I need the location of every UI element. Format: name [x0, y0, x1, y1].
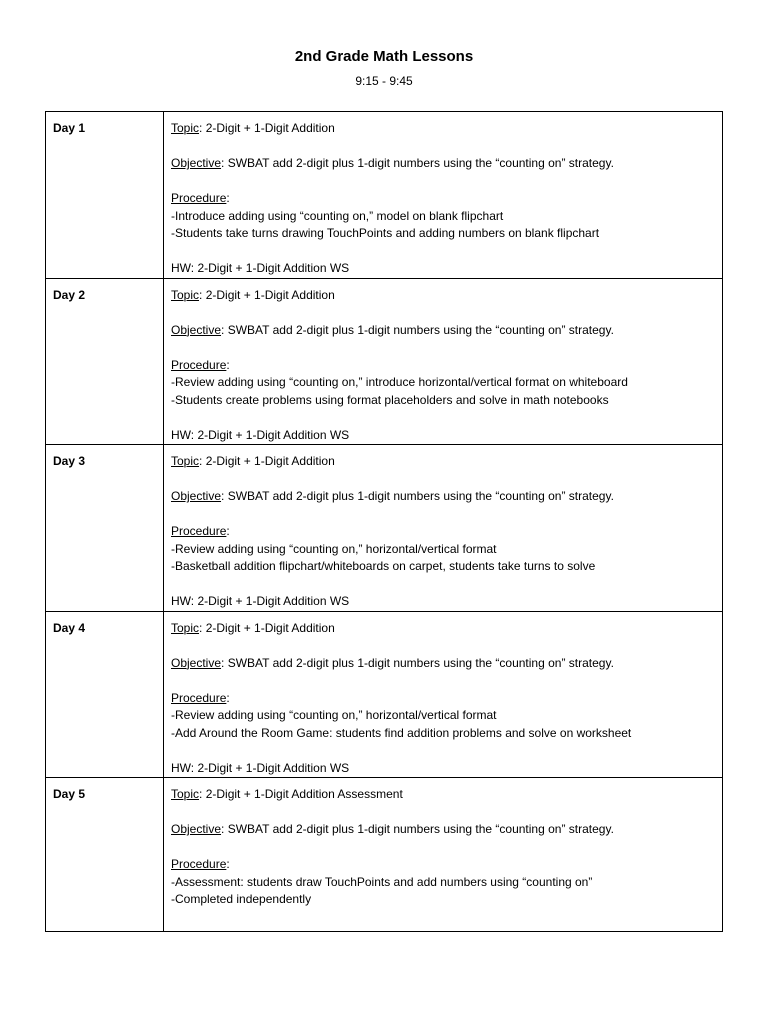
objective-label: Objective — [171, 822, 222, 836]
page-title: 2nd Grade Math Lessons — [294, 48, 474, 65]
procedure-step: -Add Around the Room Game: students find addition problems and solve on worksheet — [171, 725, 632, 740]
homework-line: HW: 2-Digit + 1-Digit Addition WS — [171, 760, 350, 775]
procedure-step: -Review adding using “counting on,” horizontal/vertical format — [171, 541, 497, 556]
lesson-row-day-2 — [46, 278, 723, 445]
lesson-time: 9:15 - 9:45 — [355, 74, 413, 88]
lesson-row-day-4 — [46, 611, 723, 778]
procedure-block — [171, 523, 722, 576]
topic-value: 2-Digit + 1-Digit Addition — [205, 121, 335, 135]
procedure-step: -Students take turns drawing TouchPoints and adding numbers on blank flipchart — [171, 226, 600, 240]
topic-label: Topic — [171, 287, 200, 302]
topic-value: 2-Digit + 1-Digit Addition Assessment — [205, 787, 403, 801]
day-label: Day 4 — [46, 611, 164, 778]
procedure-label: Procedure — [171, 690, 227, 705]
lesson-details — [164, 611, 723, 778]
topic-value: 2-Digit + 1-Digit Addition — [205, 287, 335, 302]
topic-label: Topic — [171, 454, 200, 468]
day-label: Day 5 — [46, 778, 164, 932]
procedure-step: -Students create problems using format placeholders and solve in math notebooks — [171, 392, 609, 407]
topic-line: Topic: 2-Digit + 1-Digit Addition — [171, 287, 335, 302]
procedure-step: -Review adding using “counting on,” horizontal/vertical format — [171, 708, 497, 722]
lesson-row-day-1 — [46, 112, 723, 279]
topic-value: 2-Digit + 1-Digit Addition — [205, 454, 335, 468]
procedure-heading: Procedure: — [171, 690, 230, 705]
objective-label: Objective — [171, 655, 222, 670]
topic-line: Topic: 2-Digit + 1-Digit Addition — [171, 121, 335, 135]
topic-label: Topic — [171, 121, 200, 135]
topic-value: 2-Digit + 1-Digit Addition — [205, 620, 335, 635]
procedure-heading: Procedure: — [171, 524, 230, 538]
lesson-details — [164, 112, 723, 279]
objective-label: Objective — [171, 489, 222, 503]
objective-line: Objective: SWBAT add 2-digit plus 1-digit numbers using the “counting on” strategy. — [171, 322, 614, 337]
objective-value: SWBAT add 2-digit plus 1-digit numbers using the “counting on” strategy. — [227, 322, 614, 337]
procedure-block — [171, 690, 722, 743]
objective-line: Objective: SWBAT add 2-digit plus 1-digit numbers using the “counting on” strategy. — [171, 156, 614, 170]
topic-line: Topic: 2-Digit + 1-Digit Addition Assessment — [171, 787, 403, 801]
objective-value: SWBAT add 2-digit plus 1-digit numbers using the “counting on” strategy. — [227, 655, 614, 670]
procedure-step: -Review adding using “counting on,” introduce horizontal/vertical format on whiteboard — [171, 375, 628, 389]
objective-label: Objective — [171, 322, 222, 337]
objective-line: Objective: SWBAT add 2-digit plus 1-digit numbers using the “counting on” strategy. — [171, 489, 614, 503]
procedure-block — [171, 856, 722, 909]
procedure-heading: Procedure: — [171, 191, 230, 205]
day-label: Day 2 — [46, 278, 164, 445]
procedure-heading: Procedure: — [171, 857, 230, 871]
procedure-label: Procedure — [171, 524, 227, 538]
lesson-row-day-3 — [46, 445, 723, 612]
objective-line: Objective: SWBAT add 2-digit plus 1-digit numbers using the “counting on” strategy. — [171, 655, 614, 670]
procedure-step: -Basketball addition flipchart/whiteboards on carpet, students take turns to solve — [171, 559, 596, 573]
lesson-details — [164, 445, 723, 612]
lesson-details — [164, 278, 723, 445]
homework-line: HW: 2-Digit + 1-Digit Addition WS — [171, 594, 350, 608]
objective-line: Objective: SWBAT add 2-digit plus 1-digit numbers using the “counting on” strategy. — [171, 822, 614, 836]
procedure-label: Procedure — [171, 357, 227, 372]
procedure-block — [171, 190, 722, 243]
topic-label: Topic — [171, 787, 200, 801]
objective-value: SWBAT add 2-digit plus 1-digit numbers using the “counting on” strategy. — [227, 156, 614, 170]
procedure-heading: Procedure: — [171, 357, 230, 372]
objective-value: SWBAT add 2-digit plus 1-digit numbers using the “counting on” strategy. — [227, 489, 614, 503]
lesson-details — [164, 778, 723, 932]
topic-line: Topic: 2-Digit + 1-Digit Addition — [171, 620, 335, 635]
homework-line: HW: 2-Digit + 1-Digit Addition WS — [171, 427, 350, 442]
topic-label: Topic — [171, 620, 200, 635]
procedure-step: -Introduce adding using “counting on,” model on blank flipchart — [171, 208, 504, 223]
objective-value: SWBAT add 2-digit plus 1-digit numbers using the “counting on” strategy. — [227, 822, 614, 836]
procedure-label: Procedure — [171, 857, 227, 871]
lessons-table — [45, 111, 723, 932]
day-label: Day 1 — [46, 112, 164, 279]
procedure-step: -Assessment: students draw TouchPoints and add numbers using “counting on” — [171, 874, 593, 889]
topic-line: Topic: 2-Digit + 1-Digit Addition — [171, 454, 335, 468]
procedure-step: -Completed independently — [171, 892, 312, 906]
objective-label: Objective — [171, 156, 222, 170]
procedure-label: Procedure — [171, 191, 227, 205]
homework-line: HW: 2-Digit + 1-Digit Addition WS — [171, 261, 350, 275]
procedure-block — [171, 357, 722, 410]
day-label: Day 3 — [46, 445, 164, 612]
lesson-row-day-5 — [46, 778, 723, 932]
